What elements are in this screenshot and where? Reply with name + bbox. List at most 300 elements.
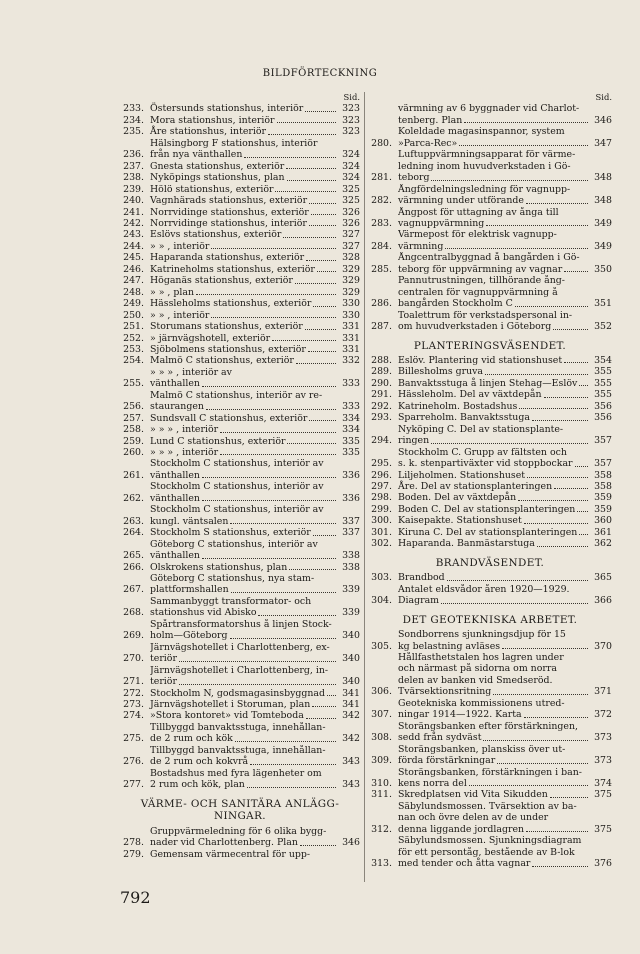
entry-caption: Eslövs stationshus, exteriör (150, 229, 282, 241)
dot-leader (295, 280, 336, 284)
entry-page: 346 (342, 837, 360, 849)
entry-caption: Stockholm C stationshus, interiör av (150, 504, 324, 516)
entry-caption: Värmepost för elektrisk vagnupp- (398, 229, 557, 241)
entry-caption: vänthallen (150, 469, 200, 481)
index-entry (368, 481, 612, 492)
entry-number: 280. (371, 137, 392, 149)
dot-leader (312, 703, 336, 707)
section-heading-line: DET GEOTEKNISKA ARBETET. (402, 613, 578, 626)
index-entry (368, 401, 612, 412)
entry-caption: ringen (398, 435, 430, 447)
dot-leader (202, 497, 336, 501)
entry-caption: Spårtransformatorshus å linjen Stock- (150, 618, 332, 630)
entry-page: 335 (342, 435, 360, 447)
entry-caption: för ett persontåg, bestående av B-lok (398, 846, 575, 858)
entry-caption: vänthallen (150, 550, 200, 562)
entry-number: 279. (123, 848, 144, 860)
entry-page: 347 (594, 137, 612, 149)
index-entry (120, 688, 360, 699)
dot-leader (515, 303, 588, 307)
entry-caption: vagnuppvärmning (398, 217, 485, 229)
entry-caption: 2 rum och kök, plan (150, 779, 245, 791)
entry-number: 295. (371, 458, 392, 470)
entry-page: 323 (342, 114, 360, 126)
index-entry (368, 801, 612, 835)
index-entry (120, 849, 360, 860)
index-entry (120, 573, 360, 596)
entry-caption: » » » , interiör (150, 447, 219, 459)
dot-leader (527, 474, 588, 478)
index-entry (368, 527, 612, 538)
entry-caption: och närmast på sidorna om norra (398, 663, 557, 675)
entry-caption: med tender och åtta vagnar (398, 858, 531, 870)
index-entry (120, 562, 360, 573)
entry-page: 376 (594, 858, 612, 870)
right-column (368, 92, 612, 870)
entry-number: 254. (123, 355, 144, 367)
index-entry (368, 504, 612, 515)
entry-number: 305. (371, 640, 392, 652)
dot-leader (485, 371, 588, 375)
index-entry (368, 572, 612, 583)
dot-leader (206, 406, 336, 410)
dot-leader (309, 200, 336, 204)
dot-leader (247, 784, 336, 788)
dot-leader (196, 291, 336, 295)
entry-page: 374 (594, 777, 612, 789)
entry-caption: »Parca-Rec» (398, 137, 458, 149)
section-heading (368, 550, 612, 573)
entry-number: 272. (123, 687, 144, 699)
index-entry (368, 126, 612, 149)
entry-caption: de 2 rum och kokvrå (150, 756, 249, 768)
index-entry (120, 355, 360, 366)
index-entry (120, 252, 360, 263)
entry-number: 263. (123, 515, 144, 527)
entry-page: 338 (342, 561, 360, 573)
entry-page: 375 (594, 823, 612, 835)
dot-leader (483, 737, 588, 741)
entry-number: 306. (371, 686, 392, 698)
section-heading-line: PLANTERINGSVÄSENDET. (413, 339, 567, 352)
section-heading (120, 791, 360, 826)
entry-page: 333 (342, 401, 360, 413)
entry-caption: Storängsbanken, förstärkningen i ban- (398, 766, 582, 778)
index-entry (120, 390, 360, 413)
index-entry (120, 722, 360, 745)
entry-number: 256. (123, 401, 144, 413)
entry-caption: Järnvägshotellet i Charlottenberg, ex- (150, 641, 330, 653)
entry-caption: Luftuppvärmningsapparat för värme- (398, 149, 576, 161)
index-entry (368, 412, 612, 423)
index-entry (120, 207, 360, 218)
dot-leader (579, 382, 588, 386)
entry-caption: Gemensam värmecentral för upp- (150, 848, 311, 860)
entry-caption: kens norra del (398, 777, 467, 789)
entry-caption: kg belastning avläses (398, 640, 501, 652)
entry-page: 323 (342, 126, 360, 138)
index-entry (368, 149, 612, 183)
entry-number: 248. (123, 286, 144, 298)
entry-page: 362 (594, 538, 612, 550)
entry-page: 329 (342, 286, 360, 298)
entry-caption: Stockholm C stationshus, interiör av (150, 458, 324, 470)
entry-page: 356 (594, 412, 612, 424)
entry-page: 351 (594, 298, 612, 310)
index-entry (120, 539, 360, 562)
entry-number: 244. (123, 240, 144, 252)
entry-number: 250. (123, 309, 144, 321)
entry-number: 301. (371, 526, 392, 538)
dot-leader (277, 119, 336, 123)
index-entry (368, 698, 612, 721)
index-entry (120, 826, 360, 849)
index-entry (368, 103, 612, 126)
entry-page: 336 (342, 492, 360, 504)
entry-caption: Göteborg C stationshus, interiör av (150, 538, 318, 550)
entry-caption: delen av banken vid Smedseröd. (398, 674, 553, 686)
entry-page: 342 (342, 710, 360, 722)
dot-leader (459, 142, 588, 146)
index-entry (120, 321, 360, 332)
entry-page: 340 (342, 630, 360, 642)
dot-leader (230, 520, 336, 524)
entry-page: 324 (342, 149, 360, 161)
entry-caption: teborg för uppvärmning av vagnar (398, 263, 563, 275)
entry-number: 245. (123, 252, 144, 264)
entry-page: 329 (342, 275, 360, 287)
dot-leader (202, 474, 336, 478)
entry-number: 313. (371, 858, 392, 870)
entry-page: 355 (594, 377, 612, 389)
entry-page: 348 (594, 172, 612, 184)
entry-page: 341 (342, 699, 360, 710)
entry-caption: de 2 rum och kök (150, 733, 233, 745)
index-entry (120, 298, 360, 309)
index-entry (368, 229, 612, 252)
entry-number: 233. (123, 103, 144, 115)
entry-page: 370 (594, 640, 612, 652)
dot-leader (202, 555, 336, 559)
index-entry (368, 355, 612, 366)
index-entry (120, 126, 360, 137)
entry-page: 348 (594, 195, 612, 207)
index-entry (120, 138, 360, 161)
dot-leader (309, 222, 336, 226)
entry-number: 243. (123, 229, 144, 241)
index-entry (120, 172, 360, 183)
entry-page: 355 (594, 389, 612, 401)
dot-leader (305, 326, 336, 330)
dot-leader (524, 714, 588, 718)
dot-leader (575, 463, 588, 467)
entry-number: 304. (371, 595, 392, 607)
entry-caption: Sjöbolmens stationshus, exteriör (150, 343, 306, 355)
entry-page: 331 (342, 332, 360, 344)
entry-number: 259. (123, 435, 144, 447)
entry-caption: förda förstärkningar (398, 755, 496, 767)
entry-page: 334 (342, 424, 360, 436)
entry-page: 332 (342, 355, 360, 367)
entry-caption: Sammanbyggt transformator- och (150, 595, 312, 607)
index-entry (120, 745, 360, 768)
entry-number: 310. (371, 777, 392, 789)
entry-page: 327 (342, 240, 360, 252)
entry-number: 274. (123, 710, 144, 722)
entry-caption: ningar 1914—1922. Karta (398, 709, 522, 721)
index-entry (120, 481, 360, 504)
entry-number: 246. (123, 263, 144, 275)
entry-caption: Malmö C stationshus, interiör av re- (150, 389, 323, 401)
index-entry (120, 184, 360, 195)
entry-number: 312. (371, 823, 392, 835)
entry-number: 238. (123, 172, 144, 184)
entry-page: 327 (342, 229, 360, 241)
dot-leader (544, 394, 589, 398)
entry-page: 359 (594, 503, 612, 515)
index-entry (120, 768, 360, 791)
entry-number: 265. (123, 550, 144, 562)
dot-leader (287, 177, 336, 181)
entry-caption: Nyköpings stationshus, plan (150, 172, 285, 184)
entry-page: 323 (342, 103, 360, 115)
index-entry (120, 275, 360, 286)
index-entry (120, 710, 360, 721)
entry-caption: Tvärsektionsritning (398, 686, 492, 698)
index-entry (368, 378, 612, 389)
entry-page: 331 (342, 321, 360, 333)
entry-number: 292. (371, 400, 392, 412)
section-heading-line: BRANDVÄSENDET. (435, 556, 545, 569)
index-entry (368, 652, 612, 698)
dot-leader (532, 417, 588, 421)
entry-caption: Hölö stationshus, exteriör (150, 183, 274, 195)
dot-leader (308, 348, 336, 352)
entry-caption: vänthallen (150, 492, 200, 504)
entry-caption: Kaisepakte. Stationshuset (398, 515, 522, 527)
entry-caption: Ångfördelningsledning för vagnupp- (398, 183, 571, 195)
entry-caption: holm—Göteborg (150, 630, 228, 642)
entry-number: 281. (371, 172, 392, 184)
entry-number: 302. (371, 538, 392, 550)
entry-caption: Ångpost för uttagning av ånga till (398, 206, 559, 218)
dot-leader (211, 314, 336, 318)
entry-caption: Olskrokens stationshus, plan (150, 561, 288, 573)
entry-page: 343 (342, 779, 360, 791)
entry-caption: Bostadshus med fyra lägenheter om (150, 767, 322, 779)
entry-caption: om huvudverkstaden i Göteborg (398, 321, 552, 333)
entry-page: 372 (594, 709, 612, 721)
entry-number: 307. (371, 709, 392, 721)
dot-leader (211, 245, 336, 249)
entry-caption: Billesholms gruva (398, 366, 484, 378)
section-heading (368, 333, 612, 356)
entry-number: 260. (123, 447, 144, 459)
entry-number: 258. (123, 424, 144, 436)
index-entry (120, 665, 360, 688)
entry-page: 361 (594, 526, 612, 538)
dot-leader (306, 257, 336, 261)
index-entry (368, 366, 612, 377)
entry-caption: s. k. stenpartiväxter vid stoppbockar (398, 458, 573, 470)
dot-leader (306, 715, 336, 719)
dot-leader (519, 405, 588, 409)
entry-caption: Sparreholm. Banvaktsstuga (398, 412, 530, 424)
entry-caption: Stockholm N, godsmagasinsbyggnad (150, 687, 325, 699)
dot-leader (554, 485, 588, 489)
entry-number: 273. (123, 699, 144, 710)
entry-caption: Åre. Del av stationsplanteringen (398, 480, 553, 492)
index-entry (120, 527, 360, 538)
entry-caption: Geotekniska kommissionens utred- (398, 697, 565, 709)
entry-caption: Brandbod (398, 572, 445, 584)
entry-number: 234. (123, 114, 144, 126)
entry-page: 337 (342, 527, 360, 539)
entry-page: 340 (342, 653, 360, 665)
entry-caption: Koleldade magasinspannor, system (398, 126, 565, 138)
entry-caption: Haparanda stationshus, exteriör (150, 252, 305, 264)
dot-leader (286, 165, 336, 169)
page-number: 792 (120, 888, 151, 907)
entry-page: 340 (342, 676, 360, 688)
entry-number: 293. (371, 412, 392, 424)
entry-page: 333 (342, 378, 360, 390)
index-entry (368, 789, 612, 800)
index-entry (368, 252, 612, 275)
entry-caption: Gnesta stationshus, exteriör (150, 160, 285, 172)
entry-caption: vänthallen (150, 378, 200, 390)
dot-leader (272, 337, 336, 341)
entry-caption: Skredplatsen vid Vita Sikudden (398, 789, 548, 801)
entry-number: 298. (371, 492, 392, 504)
dot-leader (309, 417, 336, 421)
dot-leader (469, 782, 588, 786)
index-entry (120, 229, 360, 240)
dot-leader (564, 359, 588, 363)
index-entry (368, 744, 612, 767)
entry-caption: värmning av 6 byggnader vid Charlot- (398, 103, 580, 115)
entry-caption: Norrvidinge stationshus, interiör (150, 217, 307, 229)
entry-number: 239. (123, 183, 144, 195)
dot-leader (230, 635, 336, 639)
index-entry (368, 470, 612, 481)
dot-leader (220, 429, 336, 433)
dot-leader (445, 245, 588, 249)
entry-caption: Hållfasthetstalen hos lagren under (398, 651, 564, 663)
entry-caption: Stockholm S stationshus, exteriör (150, 527, 311, 539)
entry-caption: värmning (398, 240, 444, 252)
entry-caption: » » » , interiör av (150, 366, 232, 378)
dot-leader (258, 612, 336, 616)
entry-number: 286. (371, 298, 392, 310)
entry-number: 283. (371, 217, 392, 229)
entry-caption: Toalettrum för verkstadspersonal in- (398, 309, 573, 321)
index-entry (120, 642, 360, 665)
entry-caption: Norrvidinge stationshus, exteriör (150, 206, 309, 218)
dot-leader (532, 863, 588, 867)
entry-number: 285. (371, 263, 392, 275)
dot-leader (231, 589, 336, 593)
entry-caption: Antalet eldsvådor åren 1920—1929. (398, 583, 570, 595)
entry-page: 326 (342, 217, 360, 229)
entry-number: 266. (123, 561, 144, 573)
entry-caption: bangården Stockholm C (398, 298, 513, 310)
entry-page: 343 (342, 756, 360, 768)
entry-caption: Gruppvärmeledning för 6 olika bygg- (150, 825, 327, 837)
index-entry (120, 504, 360, 527)
entry-caption: Göteborg C stationshus, nya stam- (150, 573, 315, 585)
entry-page: 365 (594, 572, 612, 584)
entry-page: 350 (594, 263, 612, 275)
entry-page: 358 (594, 480, 612, 492)
section-heading-line: NINGAR. (213, 810, 267, 823)
left-column (120, 92, 360, 860)
dot-leader (550, 794, 588, 798)
entry-number: 299. (371, 503, 392, 515)
entry-page: 341 (342, 687, 360, 699)
entry-number: 235. (123, 126, 144, 138)
index-entry (120, 699, 360, 710)
dot-leader (313, 532, 336, 536)
entry-page: 330 (342, 309, 360, 321)
index-entry (120, 241, 360, 252)
entry-caption: teriör (150, 653, 177, 665)
index-entry (120, 115, 360, 126)
index-entry (368, 767, 612, 790)
dot-leader (577, 508, 588, 512)
dot-leader (518, 497, 588, 501)
dot-leader (250, 761, 336, 765)
entry-page: 359 (594, 492, 612, 504)
entry-caption: ledning inom huvudverkstaden i Gö- (398, 160, 571, 172)
entry-caption: Storumans stationshus, exteriör (150, 321, 303, 333)
dot-leader (296, 360, 336, 364)
entry-caption: Nyköping C. Del av stationsplante- (398, 423, 564, 435)
entry-number: 287. (371, 321, 392, 333)
index-entry (368, 310, 612, 333)
entry-page: 349 (594, 240, 612, 252)
dot-leader (268, 131, 336, 135)
entry-number: 255. (123, 378, 144, 390)
entry-caption: plattformshallen (150, 584, 229, 596)
entry-page: 328 (342, 252, 360, 264)
dot-leader (537, 543, 588, 547)
entry-number: 262. (123, 492, 144, 504)
entry-number: 282. (371, 195, 392, 207)
entry-number: 289. (371, 366, 392, 378)
entry-page: 366 (594, 595, 612, 607)
entry-page: 336 (342, 469, 360, 481)
entry-caption: Liljeholmen. Stationshuset (398, 469, 526, 481)
dot-leader (313, 303, 336, 307)
entry-number: 264. (123, 527, 144, 539)
entry-caption: nan och övre delen av de under (398, 812, 549, 824)
entry-number: 247. (123, 275, 144, 287)
entry-page: 373 (594, 755, 612, 767)
dot-leader (431, 440, 588, 444)
entry-caption: Tillbyggd banvaktsstuga, innehållan- (150, 721, 326, 733)
entry-number: 294. (371, 435, 392, 447)
entry-caption: Eslöv. Plantering vid stationshuset (398, 355, 563, 366)
entry-caption: från nya vänthallen (150, 149, 243, 161)
entry-caption: Pannutrustningen, tillhörande ång- (398, 275, 565, 287)
sid-label: Sid. (343, 92, 360, 102)
entry-number: 240. (123, 195, 144, 207)
entry-page: 373 (594, 732, 612, 744)
entry-page: 338 (342, 550, 360, 562)
entry-caption: » » » , interiör (150, 424, 219, 436)
index-entry (368, 835, 612, 869)
